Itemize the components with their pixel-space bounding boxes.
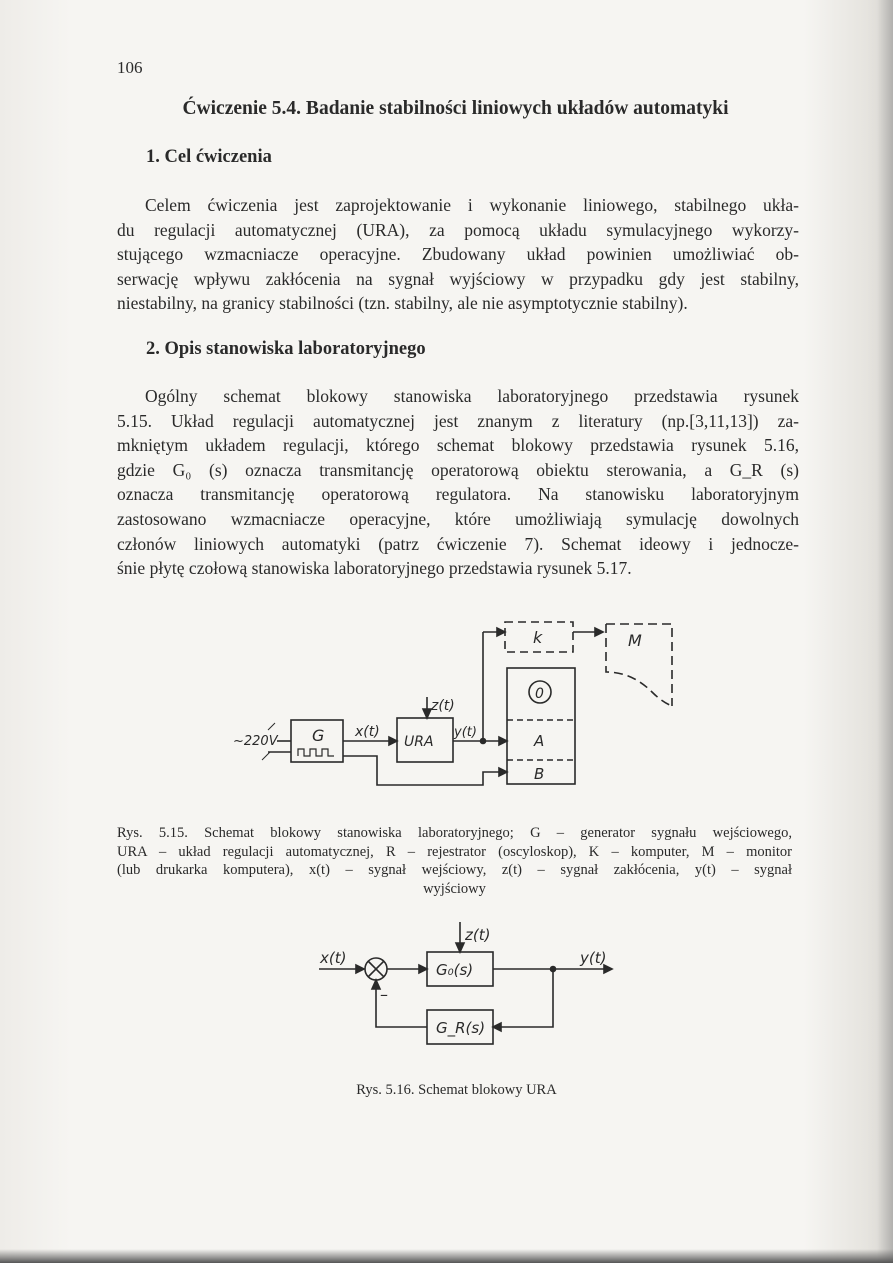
paragraph-line: członów liniowych automatyki (patrz ćwiczenie 7). Schemat ideowy i jednocze- <box>117 533 799 554</box>
section-1-heading: 1. Cel ćwiczenia <box>146 147 272 167</box>
plant-label: G₀(s) <box>436 961 474 979</box>
computer-label: k <box>533 628 543 647</box>
page-edge-shadow <box>877 0 893 1263</box>
paragraph-line: mkniętym układem regulacji, którego schemat blokowy przedstawia rysunek 5.16, <box>117 435 799 456</box>
caption-line: wyjściowy <box>423 880 486 897</box>
fig2-x-label: x(t) <box>320 949 347 967</box>
section-2-heading: 2. Opis stanowiska laboratoryjnego <box>146 339 426 359</box>
y-signal-label: y(t) <box>454 725 477 740</box>
paragraph-line: 5.15. Układ regulacji automatycznej jest znanym z literatury (np.[3,11,13]) za- <box>117 410 799 431</box>
caption-line: URA – układ regulacji automatycznej, R – rejestrator (oscyloskop), K – komputer, M – monitor <box>117 843 792 860</box>
paragraph-line: śnie płytę czołową stanowiska laboratoryjnego przedstawia rysunek 5.17. <box>117 558 632 579</box>
minus-sign: – <box>380 985 388 1004</box>
channel-a-label: A <box>534 732 545 750</box>
page-bottom-shadow <box>0 1249 893 1263</box>
ura-label: URA <box>404 734 434 750</box>
paragraph-line: oznacza transmitancję operatorową regulatora. Na stanowisku laboratoryjnym <box>117 484 799 505</box>
controller-label: G_R(s) <box>436 1019 486 1037</box>
caption-line: (lub drukarka komputera), x(t) – sygnał wejściowy, z(t) – sygnał zakłócenia, y(t) – sygnał <box>117 862 792 878</box>
channel-b-label: B <box>534 765 545 783</box>
z-signal-label: z(t) <box>431 698 455 714</box>
supply-label: ~220V <box>233 734 278 749</box>
exercise-title: Ćwiczenie 5.4. Badanie stabilności liniowych układów automatyki <box>182 98 729 119</box>
figure-5-16-caption: Rys. 5.16. Schemat blokowy URA <box>356 1082 557 1098</box>
paragraph-line: gdzie G₀ (s) oznacza transmitancję operatorową obiektu sterowania, a G_R (s) <box>117 459 799 480</box>
figure-5-15-caption <box>117 824 792 898</box>
monitor-label: M <box>628 631 642 650</box>
paragraph-line: stującego wzmacniacze operacyjne. Zbudowany układ powinien umożliwiać ob- <box>117 244 799 265</box>
paragraph-line: Celem ćwiczenia jest zaprojektowanie i wykonanie liniowego, stabilnego ukła- <box>145 195 799 215</box>
zero-label: 0 <box>535 686 544 702</box>
x-signal-label: x(t) <box>355 724 380 740</box>
paragraph-line: Ogólny schemat blokowy stanowiska laboratoryjnego przedstawia rysunek <box>145 386 799 406</box>
page-number: 106 <box>117 58 143 77</box>
paragraph-line: niestabilny, na granicy stabilności (tzn. stabilny, ale nie asymptotycznie stabilny). <box>117 293 688 314</box>
square-wave-icon <box>298 749 334 756</box>
fig2-z-label: z(t) <box>465 926 491 944</box>
caption-line: Rys. 5.15. Schemat blokowy stanowiska laboratoryjnego; G – generator sygnału wejściowego, <box>117 825 792 841</box>
paragraph-line: du regulacji automatycznej (URA), za pomocą układu symulacyjnego wykorzy- <box>117 219 799 240</box>
paragraph-line: serwację wpływu zakłócenia na sygnał wyjściowy w przypadku gdy jest stabilny, <box>117 268 799 289</box>
paragraph-line: zastosowano wzmacniacze operacyjne, które umożliwiają symulację dowolnych <box>117 508 799 529</box>
fig2-y-label: y(t) <box>580 949 607 967</box>
generator-label: G <box>312 726 325 745</box>
